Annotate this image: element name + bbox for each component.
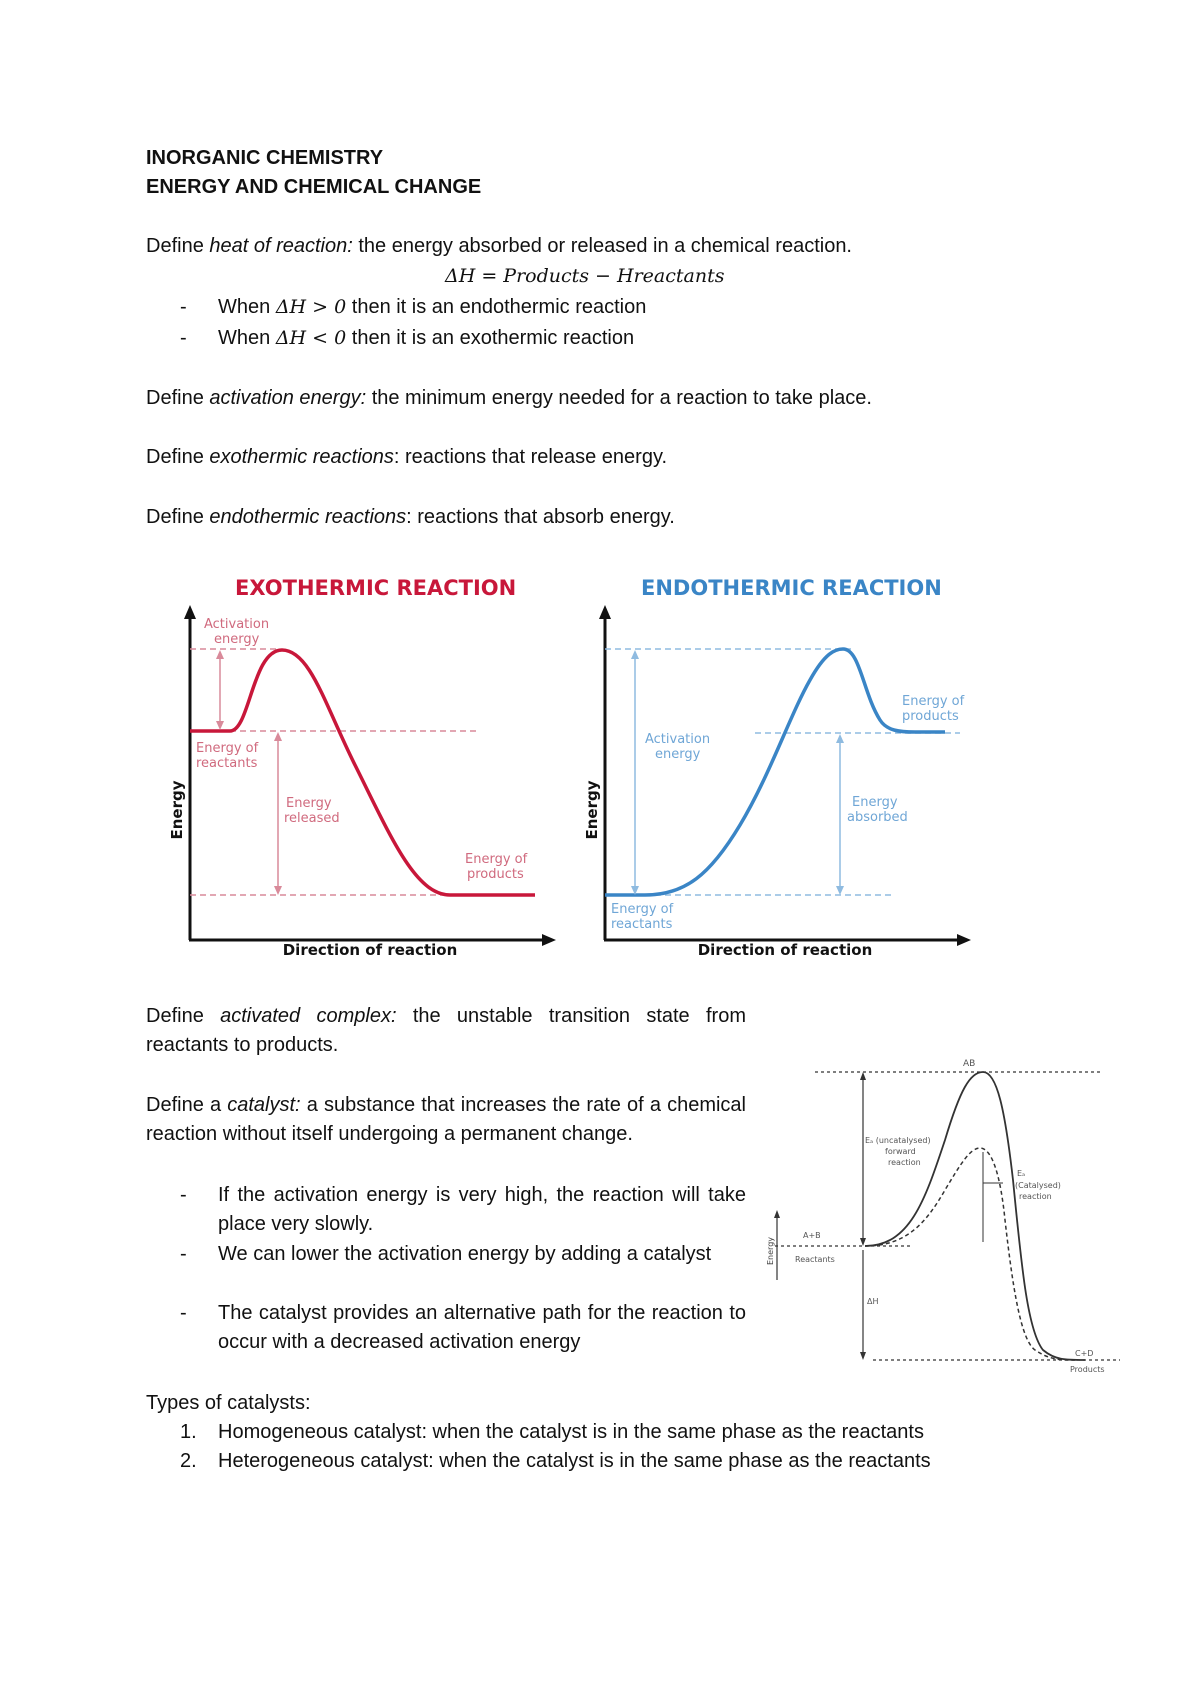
catalyst-types-heading: Types of catalysts:: [146, 1392, 311, 1414]
endo-x-label: Direction of reaction: [697, 941, 873, 959]
endo-curve: [605, 649, 945, 895]
exothermic-diagram: [160, 565, 560, 965]
activated-complex-definition: Define activated complex: the unstable transition state from reactants to products.: [146, 1005, 746, 1057]
bullet-dash: -: [180, 1302, 187, 1324]
catalyst-products-label: C+D Products: [1070, 1349, 1105, 1374]
activation-energy-definition: Define activation energy: the minimum energy needed for a reaction to take place.: [146, 387, 872, 409]
endothermic-definition: Define endothermic reactions: reactions that absorb energy.: [146, 506, 675, 528]
endo-y-arrow: [599, 605, 611, 619]
endothermic-condition: When ΔH > 0 then it is an endothermic reaction: [218, 296, 647, 318]
exo-x-arrow: [542, 934, 556, 946]
endo-x-arrow: [957, 934, 971, 946]
catalyst-definition: Define a catalyst: a substance that increases the rate of a chemical reaction without itself undergoing a permanent change.: [146, 1094, 746, 1146]
catalyst-type-1: Homogeneous catalyst: when the catalyst is in the same phase as the reactants: [218, 1421, 924, 1443]
exo-released-label: Energy released: [284, 796, 340, 826]
uncatalysed-curve: [865, 1072, 1085, 1360]
list-number: 1.: [180, 1421, 197, 1443]
endo-reactants-label: Energy of reactants: [611, 902, 674, 932]
bullet-dash: -: [180, 1243, 187, 1265]
enthalpy-equation: ΔH = Products − Hreactants: [445, 265, 725, 287]
catalyst-energy-diagram: [765, 1050, 1135, 1380]
exo-reactants-label: Energy of reactants: [196, 741, 259, 771]
catalyst-reactants-label: A+B Reactants: [795, 1231, 835, 1264]
catalyst-top-label: AB: [963, 1059, 976, 1069]
exo-y-label: Energy: [168, 780, 186, 840]
bullet-dash: -: [180, 327, 187, 349]
page-title: INORGANIC CHEMISTRY: [146, 147, 384, 169]
exo-x-label: Direction of reaction: [282, 941, 458, 959]
catalyst-type-2: Heterogeneous catalyst: when the catalyst is in the same phase as the reactants: [218, 1450, 931, 1472]
catalysed-label: Eₐ (Catalysed) reaction: [1015, 1169, 1061, 1201]
exo-activation-label: Activation energy: [204, 617, 270, 647]
page-subtitle: ENERGY AND CHEMICAL CHANGE: [146, 176, 482, 198]
catalyst-bullet-3: The catalyst provides an alternative path for the reaction to occur with a decreased activation energy: [218, 1302, 746, 1354]
endo-activation-label: Activation energy: [645, 732, 711, 762]
list-number: 2.: [180, 1450, 197, 1472]
catalyst-bullet-1: If the activation energy is very high, the reaction will take place very slowly.: [218, 1184, 746, 1236]
endo-products-label: Energy of products: [902, 694, 965, 724]
catalyst-y-label: Energy: [766, 1236, 775, 1265]
exothermic-definition: Define exothermic reactions: reactions that release energy.: [146, 446, 668, 468]
heat-of-reaction-definition: Define heat of reaction: the energy absorbed or released in a chemical reaction.: [146, 235, 852, 257]
bullet-dash: -: [180, 1184, 187, 1206]
exo-products-label: Energy of products: [465, 852, 528, 882]
uncatalysed-label: Eₐ (uncatalysed) forward reaction: [865, 1136, 931, 1167]
exo-title: EXOTHERMIC REACTION: [235, 576, 517, 600]
catalyst-dh-label: ΔH: [867, 1297, 879, 1306]
catalysed-curve: [865, 1148, 1075, 1360]
endo-title: ENDOTHERMIC REACTION: [641, 576, 942, 600]
catalyst-bullet-2: We can lower the activation energy by adding a catalyst: [218, 1243, 712, 1265]
bullet-dash: -: [180, 296, 187, 318]
endo-y-label: Energy: [583, 780, 601, 840]
endo-absorbed-label: Energy absorbed: [847, 795, 908, 825]
exothermic-condition: When ΔH < 0 then it is an exothermic reaction: [218, 327, 635, 349]
endothermic-diagram: [575, 565, 985, 965]
exo-y-arrow: [184, 605, 196, 619]
